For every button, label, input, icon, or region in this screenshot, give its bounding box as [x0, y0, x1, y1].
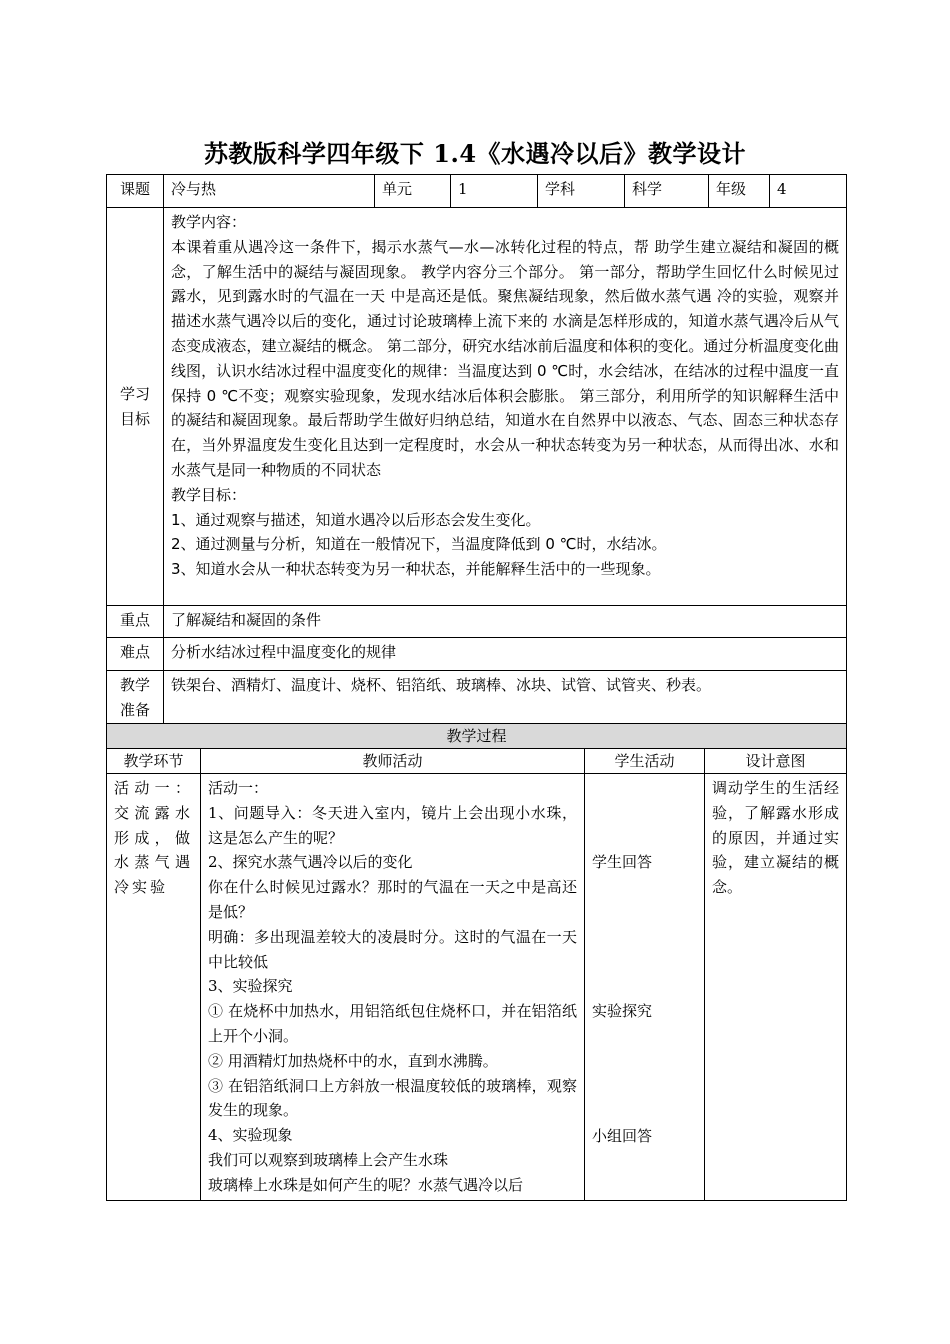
subject-label: 学科 — [538, 175, 625, 208]
topic-value: 冷与热 — [164, 175, 375, 208]
teacher-line: 2、探究水蒸气遇冷以后的变化 — [208, 853, 413, 872]
goals-label: 学习目标 — [107, 208, 164, 606]
teacher-line: 1、问题导入：冬天进入室内，镜片上会出现小水珠，这是怎么产生的呢？ — [208, 803, 577, 847]
teacher-activity — [201, 774, 585, 1201]
objective-item: 3、知道水会从一种状态转变为另一种状态，并能解释生活中的一些现象。 — [171, 560, 661, 579]
subject-value: 科学 — [625, 175, 709, 208]
unit-value: 1 — [451, 175, 538, 208]
teacher-line: 你在什么时候见过露水？那时的气温在一天之中是高还是低？ — [208, 878, 577, 921]
col-teacher: 教师活动 — [201, 749, 585, 774]
grade-value: 4 — [770, 175, 847, 208]
objectives-heading: 教学目标： — [171, 485, 247, 504]
difficulty-label: 难点 — [107, 638, 164, 671]
objective-item: 1、通过观察与描述，知道水遇冷以后形态会发生变化。 — [171, 510, 541, 529]
stage-cell: 活动一：交流露水形成，做水蒸气遇冷实验 — [107, 774, 201, 1201]
col-intent: 设计意图 — [705, 749, 847, 774]
student-answer: 学生回答 — [592, 853, 653, 871]
key-point-value: 了解凝结和凝固的条件 — [164, 606, 847, 638]
topic-label: 课题 — [107, 175, 164, 208]
teacher-line: 活动一： — [208, 779, 269, 797]
objective-item: 2、通过测量与分析，知道在一般情况下，当温度降低到 0 ℃时，水结冰。 — [171, 535, 667, 554]
preparation-value: 铁架台、酒精灯、温度计、烧杯、铝箔纸、玻璃棒、冰块、试管、试管夹、秒表。 — [164, 671, 847, 726]
unit-label: 单元 — [375, 175, 451, 208]
preparation-label: 教学准备 — [107, 671, 164, 726]
design-intent: 调动学生的生活经验，了解露水形成的原因，并通过实验，建立凝结的概念。 — [705, 774, 847, 1201]
student-activity — [585, 774, 705, 1201]
goals-content — [164, 208, 847, 606]
teacher-line: 我们可以观察到玻璃棒上会产生水珠 — [208, 1150, 449, 1169]
col-stage: 教学环节 — [107, 749, 201, 774]
teacher-line: 玻璃棒上水珠是如何产生的呢？水蒸气遇冷以后 — [208, 1175, 524, 1194]
key-point-label: 重点 — [107, 606, 164, 638]
process-heading: 教学过程 — [107, 724, 847, 749]
teacher-line: ① 在烧杯中加热水，用铝箔纸包住烧杯口，并在铝箔纸上开个小洞。 — [208, 1002, 577, 1045]
teacher-line: ③ 在铝箔纸洞口上方斜放一根温度较低的玻璃棒，观察发生的现象。 — [208, 1076, 577, 1120]
student-group-answer: 小组回答 — [592, 1126, 653, 1145]
content-text: 本课着重从遇冷这一条件下，揭示水蒸气—水—冰转化过程的特点，帮 助学生建立凝结和凝固的概念，了解生活中的凝结与凝固现象。 教学内容分三个部分。 第一部分，帮助学生回忆什么时候见过露水，见到露水时的气温在一天 中是高还是低。聚焦凝结现象，然后做水蒸气遇 冷的实验，观察并描述水蒸气遇冷以后的变化，通过讨论玻璃棒上流下来的 水滴是怎样形成的，知道水蒸气遇冷后从气态变成液态，建立凝结的概念。 第二部分，研究水结冰前后温度和体积的变化。通过分析温度变化曲线图，认识水结冰过程中温度变化的规律：当温度达到 0 ℃时，水会结冰，在结冰的过程中温度一直保持 0 ℃不变；观察实验现象，发现水结冰后体积会膨胀。 第三部分，利用所学的知识解释生活中的凝结和凝固现象。最后帮助学生做好归纳总结，知道水在自然界中以液态、气态、固态三种状态存在，当外界温度发生变化且达到一定程度时，水会从一种状态转变为另一种状态，从而得出冰、水和水蒸气是同一种物质的不同状态 — [171, 237, 839, 479]
teaching-process-table — [106, 723, 847, 1201]
teacher-line: 4、实验现象 — [208, 1126, 293, 1145]
content-heading: 教学内容： — [171, 213, 247, 231]
col-student: 学生活动 — [585, 749, 705, 774]
grade-label: 年级 — [709, 175, 770, 208]
teacher-line: 明确：多出现温差较大的凌晨时分。这时的气温在一天中比较低 — [208, 927, 577, 971]
lesson-info-table — [106, 174, 847, 726]
teacher-line: ② 用酒精灯加热烧杯中的水，直到水沸腾。 — [208, 1051, 498, 1070]
student-experiment: 实验探究 — [592, 1001, 653, 1020]
page-title: 苏教版科学四年级下 1.4《水遇冷以后》教学设计 — [203, 139, 747, 168]
teacher-line: 3、实验探究 — [208, 977, 293, 996]
difficulty-value: 分析水结冰过程中温度变化的规律 — [164, 638, 847, 671]
